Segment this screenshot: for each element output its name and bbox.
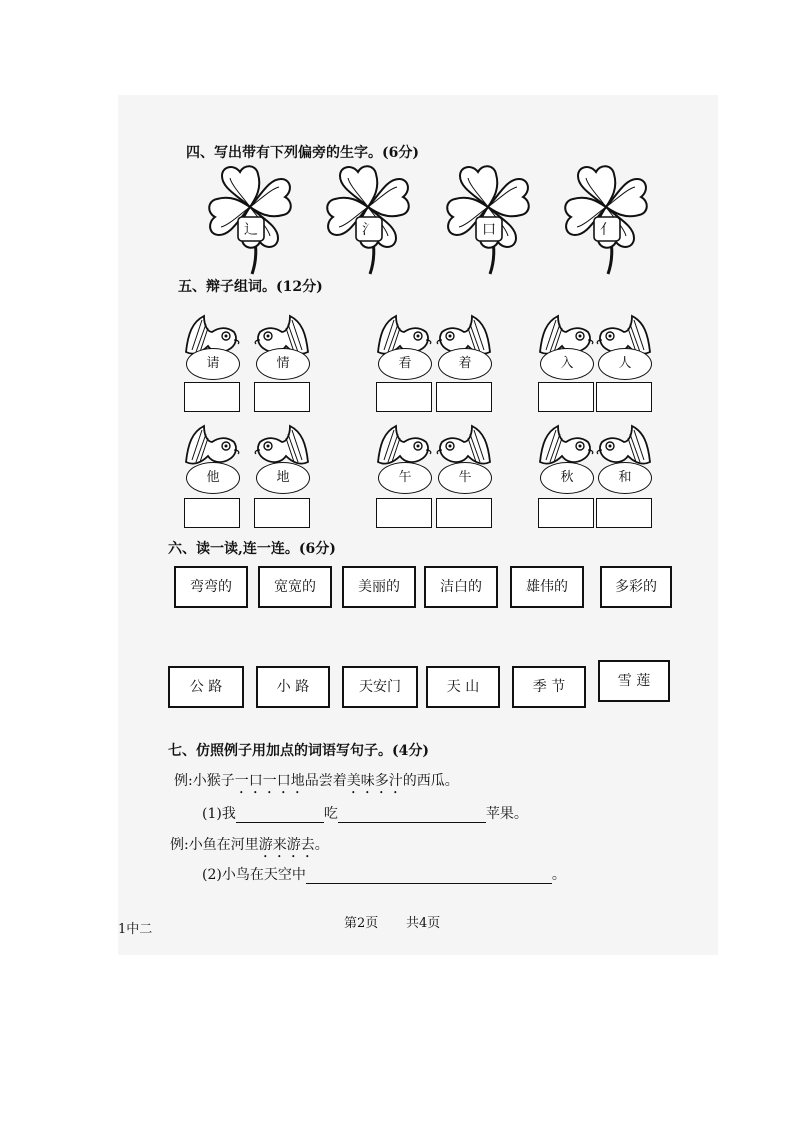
char-oval: 情 bbox=[256, 348, 310, 380]
example-2 bbox=[170, 834, 329, 861]
char-oval: 人 bbox=[598, 348, 652, 380]
radical-label: 亻 bbox=[600, 222, 614, 238]
bottom-word-box[interactable]: 天 山 bbox=[426, 666, 500, 708]
q1-prefix: (1)我 bbox=[202, 806, 236, 822]
radical-label: 氵 bbox=[362, 222, 376, 238]
char-oval: 着 bbox=[438, 348, 492, 380]
char-oval: 入 bbox=[540, 348, 594, 380]
q2-blank[interactable] bbox=[306, 869, 552, 884]
example-1-suffix: 的西瓜。 bbox=[402, 773, 459, 789]
example-1-prefix: 例:小猴子 bbox=[174, 773, 235, 789]
answer-box[interactable] bbox=[376, 382, 432, 412]
section5-title: 五、辩子组词。(12分) bbox=[178, 279, 323, 295]
q1-blank-1[interactable] bbox=[236, 808, 324, 823]
char-oval: 他 bbox=[186, 462, 240, 494]
answer-box[interactable] bbox=[538, 498, 594, 528]
top-word-box[interactable]: 雄伟的 bbox=[510, 566, 584, 608]
section6-title: 六、读一读,连一连。(6分) bbox=[168, 541, 336, 557]
example-1 bbox=[174, 770, 459, 797]
q1-suffix: 苹果。 bbox=[485, 806, 528, 822]
example-2-dotted: 游来游去 bbox=[258, 837, 315, 853]
footer-left: 1中二 bbox=[118, 922, 153, 937]
question-2 bbox=[202, 864, 566, 884]
answer-box[interactable] bbox=[436, 382, 492, 412]
top-word-box[interactable]: 洁白的 bbox=[424, 566, 498, 608]
section4-title: 四、写出带有下列偏旁的生字。(6分) bbox=[186, 145, 419, 161]
char-oval: 牛 bbox=[438, 462, 492, 494]
q1-mid: 吃 bbox=[323, 806, 338, 822]
q1-blank-2[interactable] bbox=[338, 808, 486, 823]
example-1-dotted2: 美味多汁 bbox=[346, 773, 403, 789]
bottom-word-box[interactable]: 天安门 bbox=[342, 666, 418, 708]
answer-box[interactable] bbox=[376, 498, 432, 528]
radical-label: 口 bbox=[482, 222, 496, 238]
radical-label: 辶 bbox=[244, 222, 258, 238]
example-1-mid: 品尝着 bbox=[304, 773, 347, 789]
char-oval: 和 bbox=[598, 462, 652, 494]
question-1 bbox=[202, 803, 528, 823]
q2-suffix: 。 bbox=[551, 867, 566, 883]
clover-2 bbox=[318, 162, 418, 272]
section7-title: 七、仿照例子用加点的词语写句子。(4分) bbox=[168, 743, 429, 759]
answer-box[interactable] bbox=[254, 498, 310, 528]
bottom-word-box[interactable]: 季 节 bbox=[512, 666, 586, 708]
char-oval: 午 bbox=[378, 462, 432, 494]
clover-3 bbox=[438, 162, 538, 272]
bottom-word-box[interactable]: 公 路 bbox=[168, 666, 244, 708]
top-word-box[interactable]: 美丽的 bbox=[342, 566, 416, 608]
example-2-suffix: 。 bbox=[314, 837, 329, 853]
char-oval: 看 bbox=[378, 348, 432, 380]
footer-total: 共4页 bbox=[406, 916, 441, 931]
example-1-dotted: 一口一口地 bbox=[234, 773, 305, 789]
answer-box[interactable] bbox=[254, 382, 310, 412]
clover-1 bbox=[200, 162, 300, 272]
top-word-box[interactable]: 弯弯的 bbox=[174, 566, 248, 608]
clover-4 bbox=[556, 162, 656, 272]
char-oval: 秋 bbox=[540, 462, 594, 494]
answer-box[interactable] bbox=[596, 382, 652, 412]
top-word-box[interactable]: 宽宽的 bbox=[258, 566, 332, 608]
char-oval: 请 bbox=[186, 348, 240, 380]
q2-prefix: (2)小鸟在天空中 bbox=[202, 867, 306, 883]
footer-page: 第2页 bbox=[344, 916, 379, 931]
answer-box[interactable] bbox=[184, 498, 240, 528]
bottom-word-box[interactable]: 小 路 bbox=[256, 666, 330, 708]
answer-box[interactable] bbox=[538, 382, 594, 412]
bottom-word-box[interactable]: 雪 莲 bbox=[598, 660, 670, 702]
answer-box[interactable] bbox=[436, 498, 492, 528]
top-word-box[interactable]: 多彩的 bbox=[600, 566, 672, 608]
answer-box[interactable] bbox=[596, 498, 652, 528]
char-oval: 地 bbox=[256, 462, 310, 494]
example-2-prefix: 例:小鱼在河里 bbox=[170, 837, 259, 853]
answer-box[interactable] bbox=[184, 382, 240, 412]
